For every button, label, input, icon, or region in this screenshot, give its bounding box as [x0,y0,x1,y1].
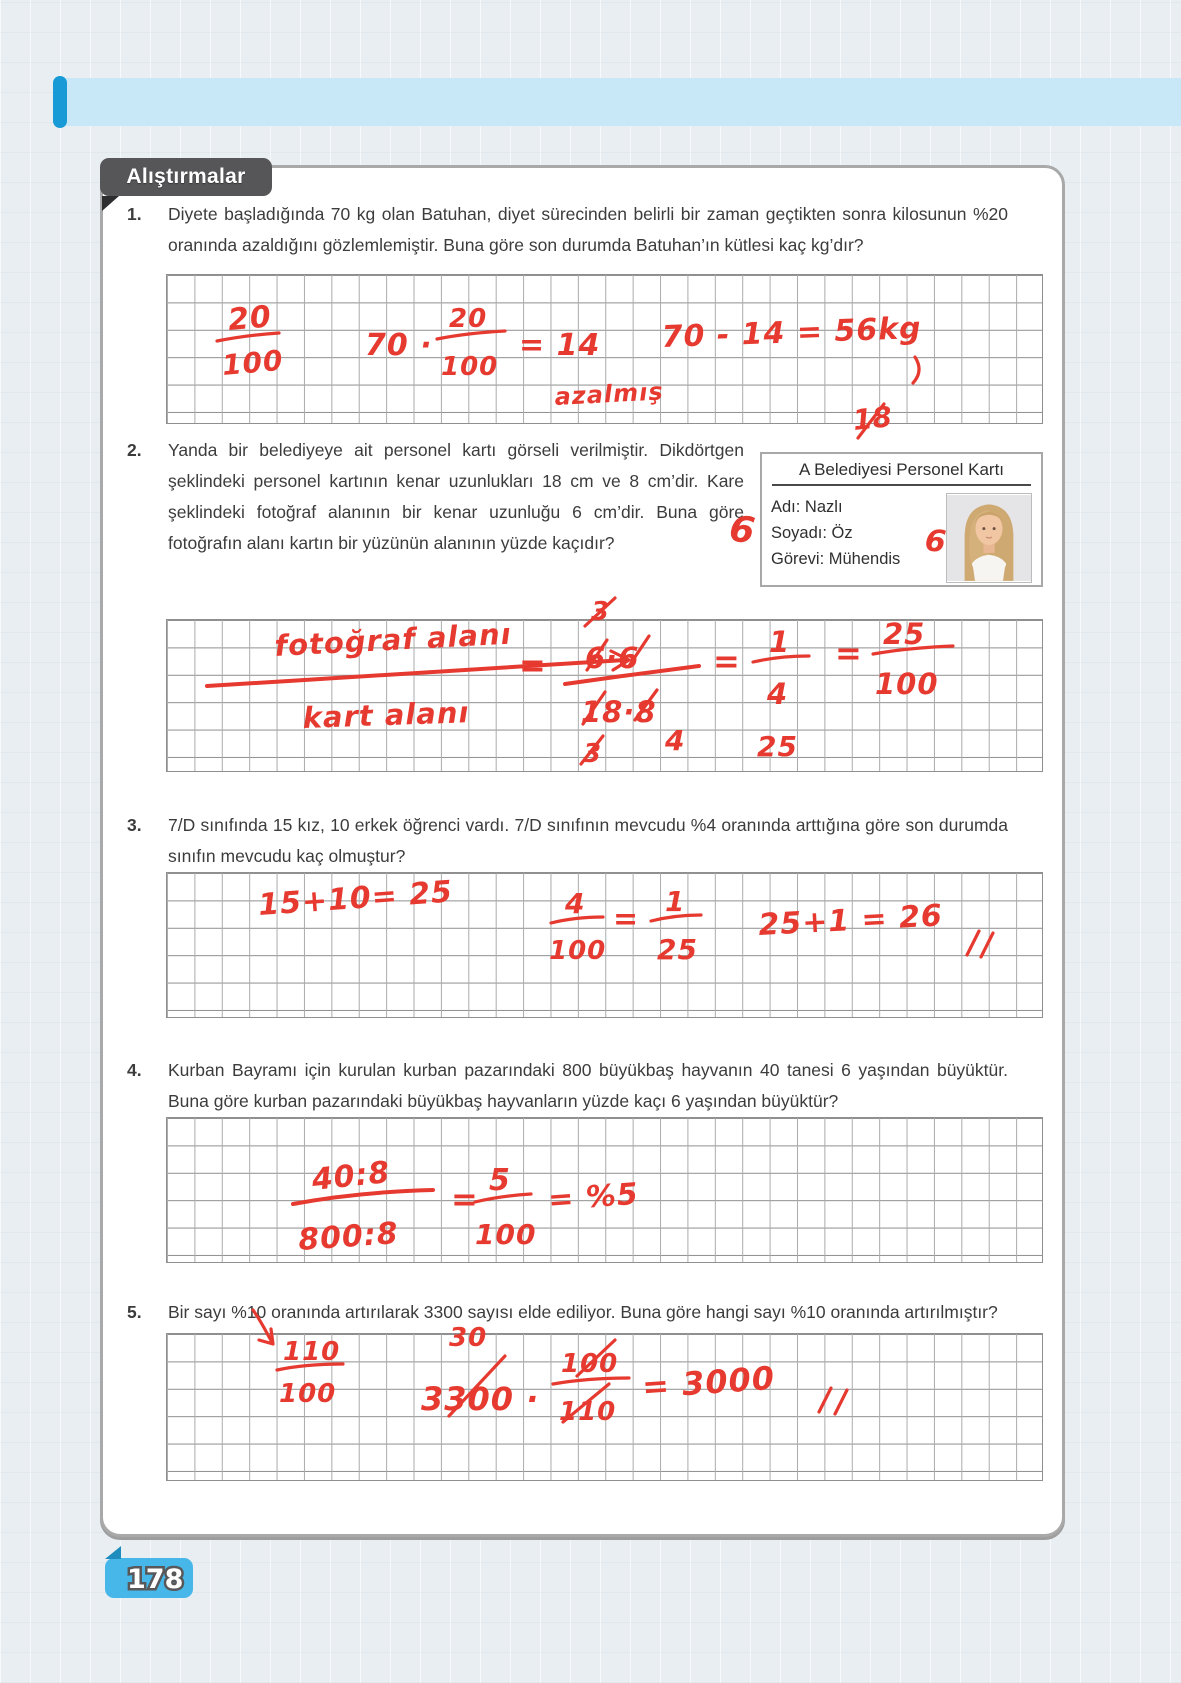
content-area [103,168,1062,1481]
page-number [105,1558,193,1598]
hw-p2-num-label: fotoğraf alanı [273,616,513,663]
problem-1-number: 1. [127,204,142,224]
problem-3-text: 7/D sınıfında 15 kız, 10 erkek öğrenci vardı. 7/D sınıfının mevcudu %4 oranında arttığına göre son durumda sınıfın mevcudu kaç olmuştur? [168,815,1008,866]
top-bar-accent [53,76,67,128]
problem-5-number: 5. [127,1302,142,1322]
field-title: Görevi: Mühendis [771,550,901,568]
hw-p1-frac2-den: 100 [441,352,499,382]
problem-5 [127,1297,1062,1328]
hw-p1-expr: 70 - 14 = 56kg [661,310,923,355]
check-mark [967,931,993,957]
personnel-card-title: A Belediyesi Personel Kartı [772,460,1031,486]
problem-4 [127,1055,1062,1117]
check-mark [913,357,919,383]
hw-mark-18 [848,398,898,446]
problem-1-text: Diyete başladığında 70 kg olan Batuhan, diyet sürecinden belirli bir zaman geçtikten sonra kilosunun %20 oranında azaldığını gözlemlemiştir. Buna göre son durumda Batuhan’ın kütlesi kaç kg’dır? [168,204,1008,255]
employee-photo-image [947,494,1031,582]
grid-area-4 [166,1117,1043,1263]
hw-p2-frac3-bar [753,656,809,662]
hw-p1-eq14: = 14 [519,328,601,363]
hw-p3-frac1-bar [551,917,603,923]
hw-p2-eq3: = [835,634,863,672]
personnel-card-body [771,492,1032,583]
top-decorative-bar [62,78,1181,126]
handwriting-problem-2 [167,597,1044,773]
hw-p2-frac4-den: 100 [875,667,939,701]
hw-p3-frac2-num: 1 [665,885,686,918]
hw-p5-cancel-30: 30 [449,1323,488,1353]
hw-p2-frac4-num: 25 [883,617,926,651]
hw-p4-frac2-num: 5 [489,1163,511,1198]
field-surname: Soyadı: Öz [771,524,853,542]
hw-p4-result: = %5 [547,1176,640,1218]
field-name: Adı: Nazlı [771,498,843,516]
hw-p1-mult: 70 · [365,328,433,363]
hw-p1-frac1-den: 100 [220,343,285,382]
svg-text:18: 18 [851,400,894,437]
hw-p3-frac2-bar [651,915,701,921]
hw-p1-frac2-num: 20 [449,304,488,334]
svg-text:178: 178 [127,1564,184,1595]
section-badge [100,158,272,196]
hw-p5-frac2-den: 110 [559,1397,617,1427]
hw-p2-main-bar [207,660,625,686]
hw-p3-frac2-den: 25 [657,933,698,966]
hw-p2-frac3-den: 4 [767,677,789,711]
hw-p4-frac2-bar [475,1194,531,1202]
hw-p1-note: azalmış [553,377,665,411]
handwriting-problem-5 [167,1323,1044,1482]
hw-p3-result: 25+1 = 26 [757,898,944,943]
page-number-badge [105,1558,193,1598]
hw-mark-6-photo [920,518,950,562]
problem-2-number: 2. [127,440,142,460]
hw-p2-note-25: 25 [757,730,798,763]
hw-p5-frac1-den: 100 [279,1379,337,1409]
problem-4-text: Kurban Bayramı için kurulan kurban pazarındaki 800 büyükbaş hayvanın 40 tanesi 6 yaşından büyüktür. Buna göre kurban pazarındaki büyükbaş hayvanların yüzde kaçı 6 yaşından büyüktür? [168,1060,1008,1111]
hw-p2-eq1: = [519,646,547,684]
hw-p5-frac1-num: 110 [283,1337,341,1367]
hw-p2-num66: 6·6 [585,641,640,675]
hw-p2-den188: 18·8 [581,695,657,729]
hw-p2-cancel-4: 4 [665,724,686,757]
grid-area-3 [166,872,1043,1018]
problem-4-number: 4. [127,1060,142,1080]
grid-area-2 [166,597,1043,772]
hw-p3-frac1-num: 4 [565,887,586,920]
problem-5-text: Bir sayı %10 oranında artırılarak 3300 sayısı elde ediliyor. Buna göre hangi sayı %10 oranında artırılmıştır? [168,1302,998,1322]
svg-text:6: 6 [923,523,948,561]
svg-text:6: 6 [726,508,758,553]
problem-3 [127,810,1062,872]
problem-3-number: 3. [127,815,142,835]
hw-p5-frac2-num: 100 [561,1349,619,1379]
grid-area-5 [166,1323,1043,1481]
hw-p1-frac1-num: 20 [226,299,274,338]
hw-p4-eq: = [451,1180,479,1218]
problem-2-text-block [168,400,1008,597]
grid-area-1 [166,274,1043,424]
hw-p2-den-label: kart alanı [302,695,470,735]
employee-photo [946,493,1032,583]
check-mark [819,1388,847,1414]
hw-p4-frac1-den: 800:8 [297,1216,400,1258]
hw-p2-frac3-num: 1 [769,625,791,659]
section-badge-label: Alıştırmalar [126,165,246,188]
problem-2-text: Yanda bir belediyeye ait personel kartı görseli verilmiştir. Dikdörtgen şeklindeki personel kartının kenar uzunlukları 18 cm ve 8 cm’dir. Kare şeklindeki fotoğraf alanının bir kenar uzunluğu 6 cm’dir. Buna göre fotoğrafın alanı kartın bir yüzünün alanının yüzde kaçıdır? [168,440,744,553]
hw-p1-frac2-bar [437,331,505,339]
hw-p4-frac1-num: 40:8 [310,1154,393,1198]
handwriting-problem-1 [167,275,1044,425]
problem-2 [127,400,1062,597]
problem-1 [127,199,1062,261]
handwriting-problem-3 [167,873,1044,1019]
content-panel [100,165,1065,1537]
handwriting-problem-4 [167,1118,1044,1264]
hw-p4-frac2-den: 100 [475,1218,537,1251]
hw-mark-6-left [724,502,760,552]
hw-p3-frac1-den: 100 [549,936,607,966]
hw-p5-mult: 3300 · [421,1380,540,1418]
hw-p3-eq: = [613,902,640,937]
hw-p2-eq2: = [713,642,741,680]
personnel-card [726,400,1043,587]
badge-fold [102,196,119,211]
hw-p2-cancel-3-top: 3 [591,597,611,627]
hw-p3-sum: 15+10= 25 [257,874,455,923]
hw-p2-cancel-3-bottom: 3 [583,739,603,769]
hw-p5-result: = 3000 [640,1358,777,1406]
